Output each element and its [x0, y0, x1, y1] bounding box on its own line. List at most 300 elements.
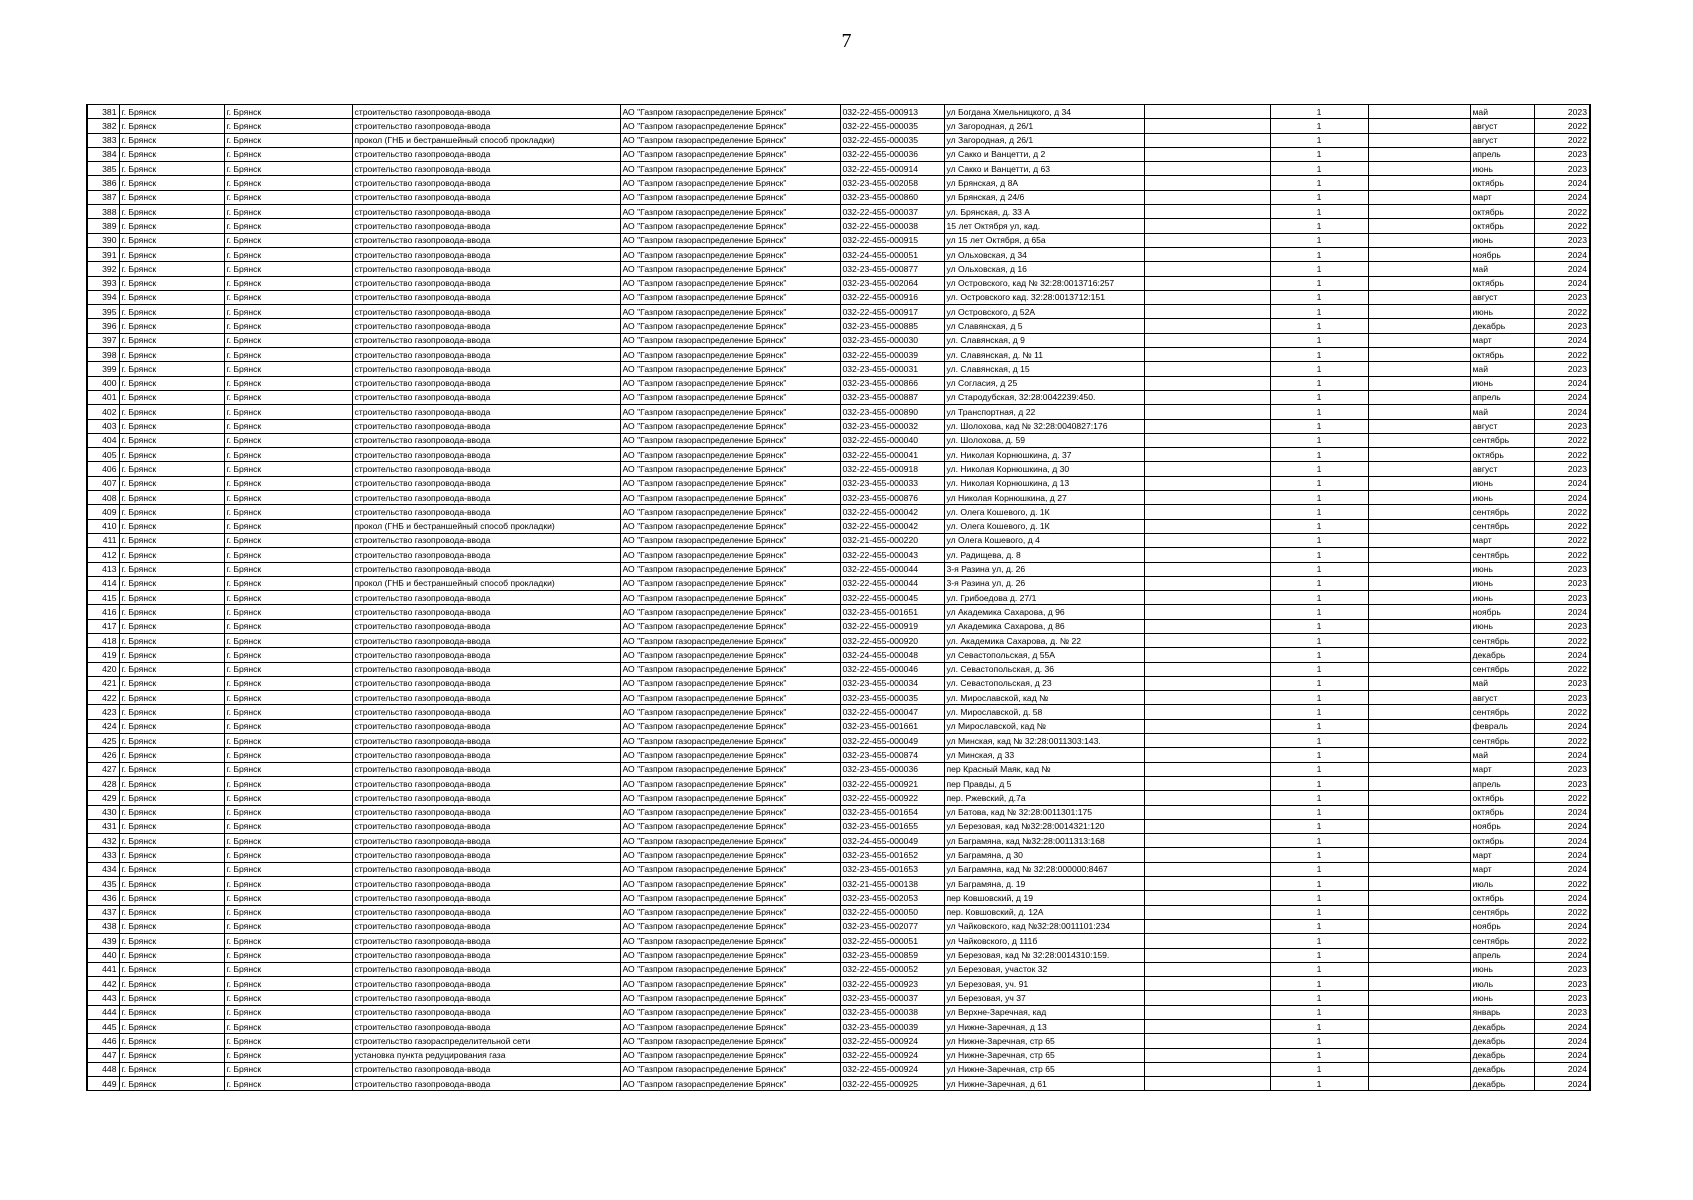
cell-empty-cell [1144, 533, 1270, 547]
cell-settlement: г. Брянск [224, 162, 352, 176]
cell-organization: АО "Газпром газораспределение Брянск" [620, 548, 840, 562]
cell-municipality: г. Брянск [119, 905, 224, 919]
works-table [86, 104, 1591, 1091]
table-row [87, 776, 1590, 790]
cell-month: декабрь [1470, 319, 1534, 333]
cell-application-number: 032-23-455-000036 [840, 762, 944, 776]
cell-work-type: строительство газопровода-ввода [352, 448, 620, 462]
cell-municipality: г. Брянск [119, 376, 224, 390]
cell-empty-cell [1144, 376, 1270, 390]
cell-empty-cell [1368, 376, 1470, 390]
cell-year: 2023 [1534, 319, 1590, 333]
cell-application-number: 032-21-455-000138 [840, 877, 944, 891]
cell-application-number: 032-23-455-000039 [840, 1020, 944, 1034]
cell-work-type: строительство газопровода-ввода [352, 991, 620, 1005]
cell-month: сентябрь [1470, 734, 1534, 748]
cell-quantity: 1 [1270, 348, 1368, 362]
cell-work-type: строительство газопровода-ввода [352, 162, 620, 176]
cell-row-number: 385 [87, 162, 119, 176]
cell-year: 2022 [1534, 348, 1590, 362]
cell-organization: АО "Газпром газораспределение Брянск" [620, 476, 840, 490]
cell-address: ул Загородная, д 26/1 [944, 119, 1144, 133]
cell-month: апрель [1470, 147, 1534, 161]
cell-row-number: 408 [87, 491, 119, 505]
cell-settlement: г. Брянск [224, 433, 352, 447]
cell-empty-cell [1144, 977, 1270, 991]
cell-municipality: г. Брянск [119, 548, 224, 562]
cell-year: 2023 [1534, 691, 1590, 705]
cell-work-type: строительство газопровода-ввода [352, 362, 620, 376]
cell-application-number: 032-22-455-000915 [840, 233, 944, 247]
cell-empty-cell [1368, 533, 1470, 547]
cell-month: октябрь [1470, 348, 1534, 362]
cell-row-number: 434 [87, 862, 119, 876]
cell-application-number: 032-22-455-000918 [840, 462, 944, 476]
cell-row-number: 399 [87, 362, 119, 376]
cell-municipality: г. Брянск [119, 562, 224, 576]
cell-month: январь [1470, 1005, 1534, 1019]
cell-address: ул Чайковского, д 111б [944, 934, 1144, 948]
cell-municipality: г. Брянск [119, 105, 224, 119]
cell-municipality: г. Брянск [119, 776, 224, 790]
cell-organization: АО "Газпром газораспределение Брянск" [620, 119, 840, 133]
cell-address: ул. Николая Корнюшкина, д. 37 [944, 448, 1144, 462]
cell-settlement: г. Брянск [224, 791, 352, 805]
cell-year: 2023 [1534, 162, 1590, 176]
cell-empty-cell [1144, 147, 1270, 161]
cell-settlement: г. Брянск [224, 476, 352, 490]
cell-application-number: 032-23-455-000034 [840, 676, 944, 690]
cell-month: сентябрь [1470, 705, 1534, 719]
cell-address: ул Николая Корнюшкина, д 27 [944, 491, 1144, 505]
cell-settlement: г. Брянск [224, 748, 352, 762]
cell-settlement: г. Брянск [224, 290, 352, 304]
cell-settlement: г. Брянск [224, 819, 352, 833]
cell-organization: АО "Газпром газораспределение Брянск" [620, 448, 840, 462]
cell-municipality: г. Брянск [119, 533, 224, 547]
cell-row-number: 432 [87, 834, 119, 848]
cell-work-type: строительство газопровода-ввода [352, 491, 620, 505]
cell-municipality: г. Брянск [119, 991, 224, 1005]
cell-year: 2023 [1534, 776, 1590, 790]
cell-month: март [1470, 862, 1534, 876]
cell-settlement: г. Брянск [224, 205, 352, 219]
cell-settlement: г. Брянск [224, 505, 352, 519]
cell-year: 2022 [1534, 633, 1590, 647]
cell-empty-cell [1144, 791, 1270, 805]
cell-month: декабрь [1470, 1020, 1534, 1034]
table-row [87, 619, 1590, 633]
cell-empty-cell [1144, 419, 1270, 433]
cell-organization: АО "Газпром газораспределение Брянск" [620, 205, 840, 219]
table-row [87, 948, 1590, 962]
table-row [87, 877, 1590, 891]
cell-row-number: 393 [87, 276, 119, 290]
cell-organization: АО "Газпром газораспределение Брянск" [620, 276, 840, 290]
cell-application-number: 032-23-455-000037 [840, 991, 944, 1005]
table-row [87, 262, 1590, 276]
cell-month: август [1470, 119, 1534, 133]
cell-municipality: г. Брянск [119, 462, 224, 476]
cell-month: март [1470, 533, 1534, 547]
cell-year: 2022 [1534, 205, 1590, 219]
cell-row-number: 398 [87, 348, 119, 362]
cell-row-number: 442 [87, 977, 119, 991]
cell-empty-cell [1144, 262, 1270, 276]
cell-settlement: г. Брянск [224, 848, 352, 862]
cell-application-number: 032-22-455-000038 [840, 219, 944, 233]
cell-month: сентябрь [1470, 505, 1534, 519]
cell-application-number: 032-22-455-000040 [840, 433, 944, 447]
cell-year: 2022 [1534, 705, 1590, 719]
cell-quantity: 1 [1270, 662, 1368, 676]
cell-work-type: строительство газопровода-ввода [352, 247, 620, 261]
table-row [87, 1048, 1590, 1062]
cell-empty-cell [1368, 319, 1470, 333]
table-row [87, 691, 1590, 705]
cell-address: ул Согласия, д 25 [944, 376, 1144, 390]
cell-year: 2022 [1534, 433, 1590, 447]
cell-municipality: г. Брянск [119, 290, 224, 304]
cell-year: 2024 [1534, 262, 1590, 276]
cell-month: март [1470, 190, 1534, 204]
cell-work-type: строительство газопровода-ввода [352, 591, 620, 605]
cell-empty-cell [1368, 362, 1470, 376]
cell-settlement: г. Брянск [224, 991, 352, 1005]
cell-organization: АО "Газпром газораспределение Брянск" [620, 905, 840, 919]
cell-month: ноябрь [1470, 919, 1534, 933]
cell-empty-cell [1144, 1062, 1270, 1076]
cell-quantity: 1 [1270, 219, 1368, 233]
cell-settlement: г. Брянск [224, 147, 352, 161]
cell-month: ноябрь [1470, 605, 1534, 619]
cell-address: ул Загородная, д 26/1 [944, 133, 1144, 147]
cell-year: 2023 [1534, 591, 1590, 605]
cell-empty-cell [1368, 247, 1470, 261]
cell-address: ул Баграмяна, д 30 [944, 848, 1144, 862]
table-row [87, 276, 1590, 290]
cell-quantity: 1 [1270, 691, 1368, 705]
table-row [87, 319, 1590, 333]
cell-quantity: 1 [1270, 147, 1368, 161]
cell-row-number: 400 [87, 376, 119, 390]
cell-empty-cell [1368, 734, 1470, 748]
cell-empty-cell [1368, 776, 1470, 790]
cell-empty-cell [1368, 834, 1470, 848]
cell-year: 2023 [1534, 619, 1590, 633]
cell-row-number: 409 [87, 505, 119, 519]
cell-address: ул Брянская, д 24/6 [944, 190, 1144, 204]
cell-empty-cell [1144, 390, 1270, 404]
cell-empty-cell [1144, 605, 1270, 619]
cell-address: ул Островского, д 52А [944, 305, 1144, 319]
cell-organization: АО "Газпром газораспределение Брянск" [620, 805, 840, 819]
cell-work-type: строительство газопровода-ввода [352, 848, 620, 862]
cell-municipality: г. Брянск [119, 834, 224, 848]
cell-empty-cell [1368, 748, 1470, 762]
cell-year: 2023 [1534, 977, 1590, 991]
cell-settlement: г. Брянск [224, 105, 352, 119]
cell-empty-cell [1368, 390, 1470, 404]
cell-application-number: 032-22-455-000044 [840, 562, 944, 576]
cell-quantity: 1 [1270, 233, 1368, 247]
cell-application-number: 032-23-455-001655 [840, 819, 944, 833]
cell-month: февраль [1470, 719, 1534, 733]
cell-month: июнь [1470, 305, 1534, 319]
cell-month: октябрь [1470, 219, 1534, 233]
cell-empty-cell [1368, 519, 1470, 533]
table-row [87, 919, 1590, 933]
cell-quantity: 1 [1270, 834, 1368, 848]
table-row [87, 748, 1590, 762]
cell-empty-cell [1368, 1048, 1470, 1062]
cell-work-type: строительство газопровода-ввода [352, 633, 620, 647]
cell-address: ул Мирославской, кад № [944, 719, 1144, 733]
cell-month: сентябрь [1470, 433, 1534, 447]
table-row [87, 476, 1590, 490]
cell-month: июнь [1470, 962, 1534, 976]
cell-work-type: строительство газопровода-ввода [352, 390, 620, 404]
cell-month: май [1470, 105, 1534, 119]
cell-empty-cell [1144, 748, 1270, 762]
cell-organization: АО "Газпром газораспределение Брянск" [620, 919, 840, 933]
cell-work-type: строительство газопровода-ввода [352, 977, 620, 991]
cell-settlement: г. Брянск [224, 448, 352, 462]
cell-organization: АО "Газпром газораспределение Брянск" [620, 233, 840, 247]
cell-month: март [1470, 762, 1534, 776]
cell-application-number: 032-22-455-000052 [840, 962, 944, 976]
cell-quantity: 1 [1270, 762, 1368, 776]
cell-month: октябрь [1470, 176, 1534, 190]
cell-application-number: 032-22-455-000922 [840, 791, 944, 805]
cell-work-type: строительство газопровода-ввода [352, 676, 620, 690]
cell-empty-cell [1144, 919, 1270, 933]
cell-application-number: 032-23-455-000877 [840, 262, 944, 276]
cell-organization: АО "Газпром газораспределение Брянск" [620, 348, 840, 362]
cell-row-number: 443 [87, 991, 119, 1005]
cell-row-number: 417 [87, 619, 119, 633]
cell-application-number: 032-23-455-000876 [840, 491, 944, 505]
cell-work-type: строительство газопровода-ввода [352, 605, 620, 619]
cell-empty-cell [1368, 919, 1470, 933]
cell-year: 2024 [1534, 605, 1590, 619]
cell-empty-cell [1368, 562, 1470, 576]
cell-year: 2023 [1534, 419, 1590, 433]
cell-row-number: 439 [87, 934, 119, 948]
cell-application-number: 032-22-455-000924 [840, 1048, 944, 1062]
cell-organization: АО "Газпром газораспределение Брянск" [620, 1005, 840, 1019]
table-row [87, 405, 1590, 419]
cell-municipality: г. Брянск [119, 691, 224, 705]
table-row [87, 190, 1590, 204]
cell-address: пер. Ковшовский, д. 12А [944, 905, 1144, 919]
cell-settlement: г. Брянск [224, 390, 352, 404]
cell-month: июль [1470, 877, 1534, 891]
cell-address: ул Богдана Хмельницкого, д 34 [944, 105, 1144, 119]
cell-row-number: 449 [87, 1077, 119, 1091]
cell-settlement: г. Брянск [224, 119, 352, 133]
cell-month: декабрь [1470, 1062, 1534, 1076]
cell-application-number: 032-22-455-000045 [840, 591, 944, 605]
cell-application-number: 032-22-455-000042 [840, 519, 944, 533]
cell-year: 2024 [1534, 491, 1590, 505]
table-row [87, 105, 1590, 119]
cell-work-type: строительство газопровода-ввода [352, 105, 620, 119]
cell-address: ул. Олега Кошевого, д. 1К [944, 519, 1144, 533]
cell-settlement: г. Брянск [224, 776, 352, 790]
cell-application-number: 032-23-455-002077 [840, 919, 944, 933]
cell-row-number: 430 [87, 805, 119, 819]
cell-application-number: 032-22-455-000035 [840, 133, 944, 147]
cell-application-number: 032-23-455-000874 [840, 748, 944, 762]
cell-municipality: г. Брянск [119, 1062, 224, 1076]
cell-settlement: г. Брянск [224, 491, 352, 505]
cell-empty-cell [1368, 162, 1470, 176]
cell-work-type: строительство газопровода-ввода [352, 276, 620, 290]
cell-quantity: 1 [1270, 948, 1368, 962]
cell-row-number: 423 [87, 705, 119, 719]
cell-empty-cell [1368, 662, 1470, 676]
table-row [87, 633, 1590, 647]
cell-empty-cell [1144, 705, 1270, 719]
cell-quantity: 1 [1270, 776, 1368, 790]
cell-month: август [1470, 290, 1534, 304]
cell-address: ул Березовая, участок 32 [944, 962, 1144, 976]
cell-empty-cell [1368, 219, 1470, 233]
cell-quantity: 1 [1270, 548, 1368, 562]
cell-year: 2024 [1534, 891, 1590, 905]
cell-organization: АО "Газпром газораспределение Брянск" [620, 462, 840, 476]
cell-organization: АО "Газпром газораспределение Брянск" [620, 619, 840, 633]
cell-municipality: г. Брянск [119, 491, 224, 505]
cell-quantity: 1 [1270, 405, 1368, 419]
table-row [87, 448, 1590, 462]
cell-row-number: 397 [87, 333, 119, 347]
cell-application-number: 032-23-455-000866 [840, 376, 944, 390]
cell-quantity: 1 [1270, 891, 1368, 905]
cell-municipality: г. Брянск [119, 476, 224, 490]
cell-empty-cell [1144, 591, 1270, 605]
cell-organization: АО "Газпром газораспределение Брянск" [620, 1034, 840, 1048]
cell-municipality: г. Брянск [119, 305, 224, 319]
table-row [87, 1005, 1590, 1019]
cell-application-number: 032-22-455-000921 [840, 776, 944, 790]
cell-municipality: г. Брянск [119, 762, 224, 776]
cell-application-number: 032-22-455-000050 [840, 905, 944, 919]
cell-year: 2022 [1534, 791, 1590, 805]
cell-application-number: 032-23-455-000033 [840, 476, 944, 490]
cell-organization: АО "Газпром газораспределение Брянск" [620, 319, 840, 333]
cell-empty-cell [1144, 834, 1270, 848]
cell-year: 2024 [1534, 919, 1590, 933]
cell-quantity: 1 [1270, 819, 1368, 833]
cell-row-number: 383 [87, 133, 119, 147]
table-row [87, 390, 1590, 404]
cell-address: ул. Славянская, д 9 [944, 333, 1144, 347]
cell-empty-cell [1368, 905, 1470, 919]
cell-quantity: 1 [1270, 119, 1368, 133]
cell-quantity: 1 [1270, 591, 1368, 605]
cell-empty-cell [1144, 819, 1270, 833]
cell-address: ул Севастопольская, д 55А [944, 648, 1144, 662]
cell-row-number: 421 [87, 676, 119, 690]
cell-work-type: прокол (ГНБ и бестраншейный способ прокладки) [352, 576, 620, 590]
cell-empty-cell [1144, 662, 1270, 676]
cell-quantity: 1 [1270, 805, 1368, 819]
table-row [87, 934, 1590, 948]
cell-application-number: 032-23-455-001651 [840, 605, 944, 619]
cell-municipality: г. Брянск [119, 448, 224, 462]
cell-application-number: 032-23-455-002058 [840, 176, 944, 190]
cell-organization: АО "Газпром газораспределение Брянск" [620, 262, 840, 276]
cell-row-number: 406 [87, 462, 119, 476]
cell-empty-cell [1368, 233, 1470, 247]
cell-settlement: г. Брянск [224, 247, 352, 261]
cell-application-number: 032-23-455-000032 [840, 419, 944, 433]
cell-address: ул Академика Сахарова, д 86 [944, 619, 1144, 633]
cell-year: 2022 [1534, 548, 1590, 562]
cell-month: сентябрь [1470, 662, 1534, 676]
cell-row-number: 404 [87, 433, 119, 447]
cell-row-number: 420 [87, 662, 119, 676]
cell-municipality: г. Брянск [119, 748, 224, 762]
cell-empty-cell [1368, 605, 1470, 619]
cell-application-number: 032-23-455-001653 [840, 862, 944, 876]
cell-municipality: г. Брянск [119, 819, 224, 833]
cell-month: октябрь [1470, 791, 1534, 805]
cell-address: пер Ковшовский, д 19 [944, 891, 1144, 905]
cell-work-type: строительство газопровода-ввода [352, 1005, 620, 1019]
cell-empty-cell [1144, 548, 1270, 562]
table-row [87, 719, 1590, 733]
cell-year: 2024 [1534, 805, 1590, 819]
cell-year: 2024 [1534, 390, 1590, 404]
cell-work-type: строительство газопровода-ввода [352, 762, 620, 776]
cell-work-type: строительство газопровода-ввода [352, 119, 620, 133]
cell-municipality: г. Брянск [119, 233, 224, 247]
cell-year: 2024 [1534, 848, 1590, 862]
cell-address: ул. Мирославской, д. 58 [944, 705, 1144, 719]
cell-month: июнь [1470, 233, 1534, 247]
cell-work-type: строительство газопровода-ввода [352, 176, 620, 190]
table-row [87, 705, 1590, 719]
cell-municipality: г. Брянск [119, 133, 224, 147]
cell-application-number: 032-23-455-000031 [840, 362, 944, 376]
cell-empty-cell [1368, 276, 1470, 290]
cell-month: декабрь [1470, 1048, 1534, 1062]
cell-settlement: г. Брянск [224, 419, 352, 433]
cell-row-number: 441 [87, 962, 119, 976]
cell-year: 2024 [1534, 376, 1590, 390]
cell-organization: АО "Газпром газораспределение Брянск" [620, 748, 840, 762]
table-row [87, 305, 1590, 319]
cell-empty-cell [1368, 176, 1470, 190]
table-row [87, 562, 1590, 576]
cell-quantity: 1 [1270, 1048, 1368, 1062]
cell-address: ул. Радищева, д. 8 [944, 548, 1144, 562]
cell-empty-cell [1144, 862, 1270, 876]
cell-year: 2023 [1534, 147, 1590, 161]
cell-address: ул Баграмяна, кад № 32:28:000000:8467 [944, 862, 1144, 876]
cell-empty-cell [1144, 276, 1270, 290]
table-row [87, 462, 1590, 476]
table-row [87, 247, 1590, 261]
cell-work-type: установка пункта редуцирования газа [352, 1048, 620, 1062]
cell-row-number: 416 [87, 605, 119, 619]
cell-empty-cell [1368, 290, 1470, 304]
cell-municipality: г. Брянск [119, 977, 224, 991]
cell-empty-cell [1368, 105, 1470, 119]
